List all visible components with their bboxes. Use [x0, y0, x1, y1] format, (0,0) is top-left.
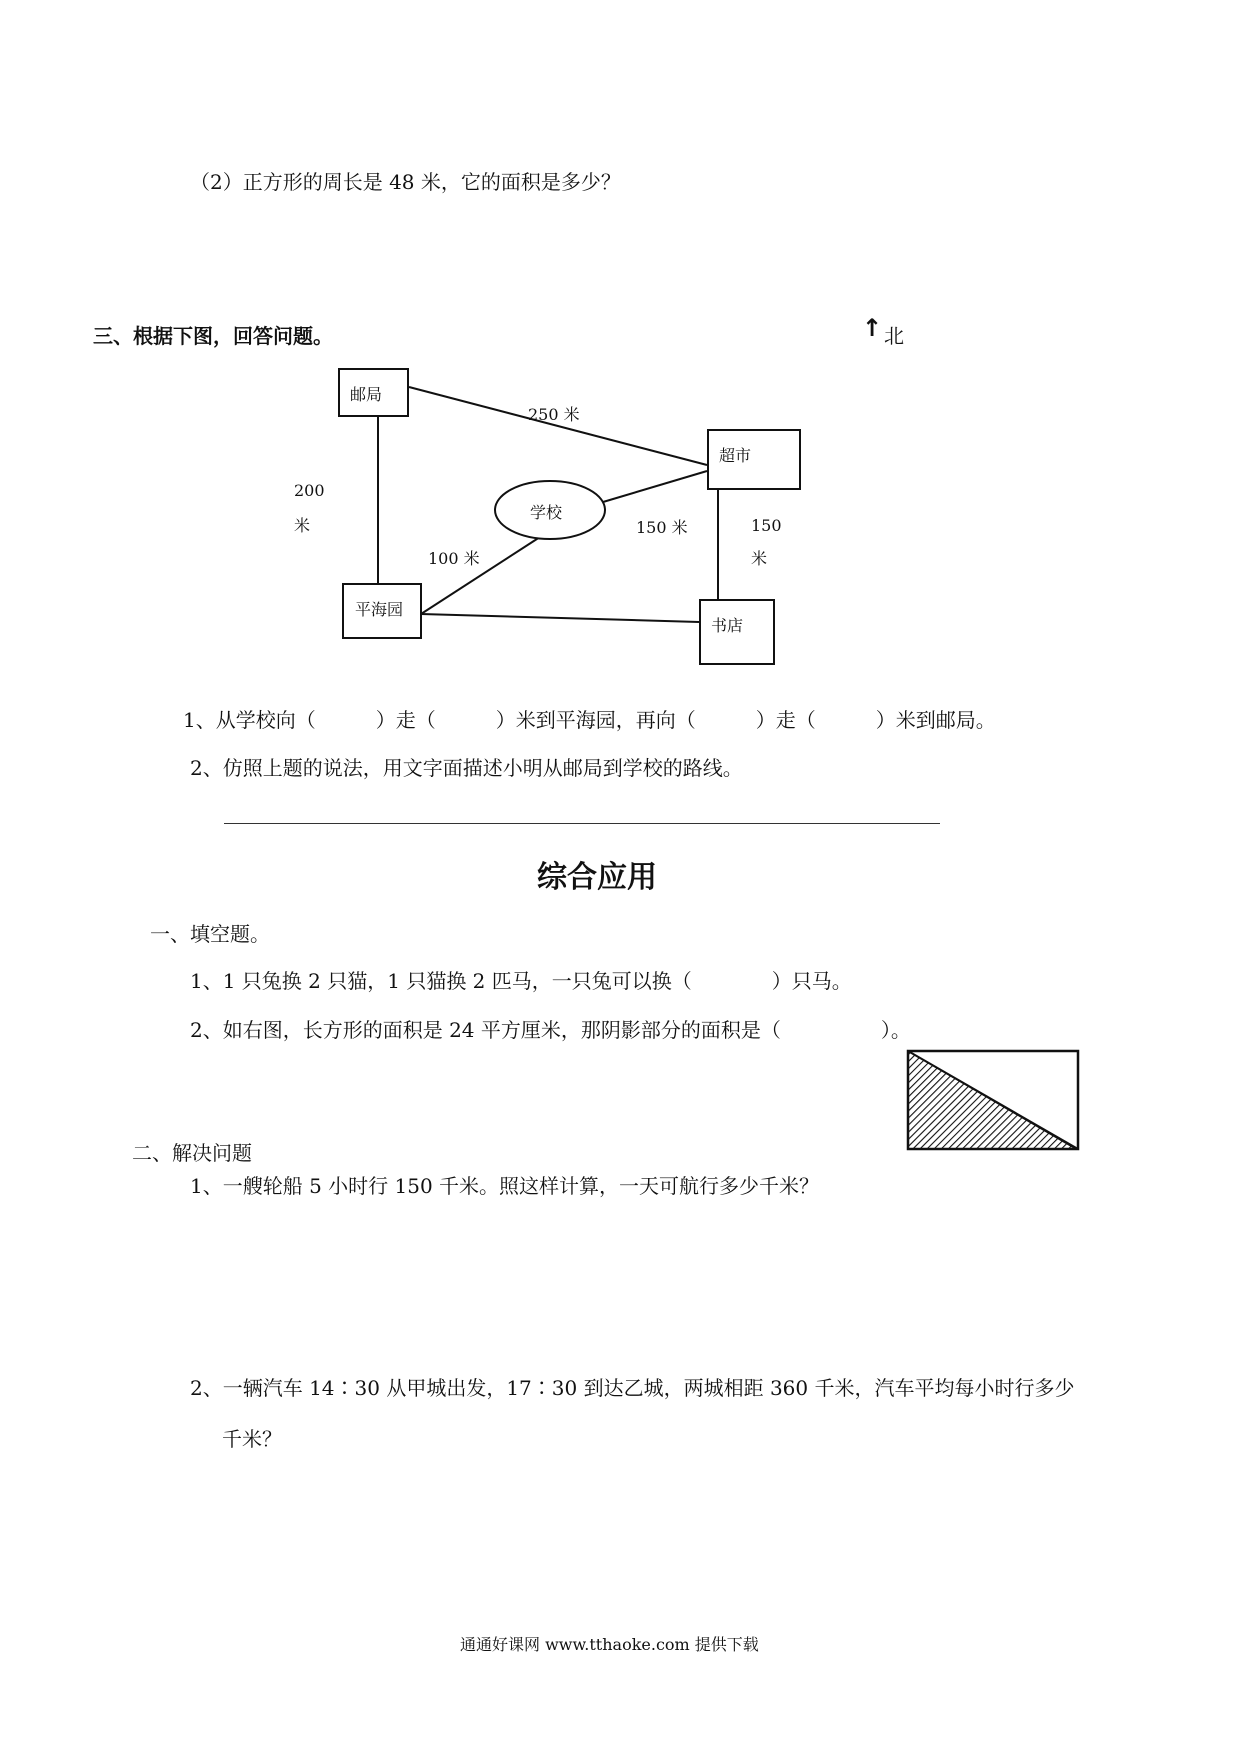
section-3-question-1: 1、从学校向（ ）走（ ）米到平海园，再向（ ）走（ ）米到邮局。 — [183, 708, 996, 732]
distance-post-pinghai-number: 200 — [294, 481, 325, 500]
section-divider — [224, 823, 940, 824]
north-arrow-icon: ↑ — [862, 314, 883, 342]
bookstore-box — [699, 599, 775, 665]
section-3-heading: 三、根据下图，回答问题。 — [93, 324, 333, 348]
footer-text: 通通好课网 www.tthaoke.com 提供下载 — [460, 1635, 759, 1654]
distance-supermarket-bookstore-unit: 米 — [751, 549, 768, 568]
part-2-question-1: 1、一艘轮船 5 小时行 150 千米。照这样计算，一天可航行多少千米？ — [190, 1174, 820, 1198]
bookstore-label: 书店 — [711, 616, 744, 635]
distance-school-pinghai: 100 米 — [428, 549, 480, 568]
distance-supermarket-bookstore-number: 150 — [751, 516, 782, 535]
distance-school-supermarket: 150 米 — [636, 518, 688, 537]
distance-post-pinghai-unit: 米 — [294, 516, 311, 535]
route-map — [0, 0, 1240, 700]
shaded-rectangle-figure — [906, 1049, 1080, 1151]
route-map-lines — [0, 0, 1240, 700]
post-office-label: 邮局 — [350, 385, 383, 404]
part-1-question-1: 1、1 只兔换 2 只猫，1 只猫换 2 匹马，一只兔可以换（ ）只马。 — [190, 969, 852, 993]
part-1-question-2: 2、如右图，长方形的面积是 24 平方厘米，那阴影部分的面积是（ ）。 — [190, 1018, 911, 1042]
line-school-supermarket — [603, 471, 707, 502]
distance-post-supermarket: 250 米 — [528, 405, 580, 424]
part-2-question-2-line-1: 2、一辆汽车 14∶30 从甲城出发，17∶30 到达乙城，两城相距 360 千米，汽车平均每小时行多少 — [190, 1376, 1075, 1400]
part-1-heading: 一、填空题。 — [150, 922, 270, 946]
school-label: 学校 — [530, 503, 563, 522]
part-2-heading: 二、解决问题 — [132, 1141, 252, 1165]
line-post-supermarket — [409, 387, 707, 465]
post-office-box — [338, 368, 409, 417]
line-pinghai-bookstore — [421, 614, 699, 622]
north-label: 北 — [884, 324, 904, 348]
pinghaiyuan-box — [342, 583, 422, 639]
section-3-question-2: 2、仿照上题的说法，用文字面描述小明从邮局到学校的路线。 — [190, 756, 743, 780]
top-question: （2）正方形的周长是 48 米，它的面积是多少？ — [190, 170, 621, 194]
supermarket-label: 超市 — [719, 446, 752, 465]
comprehensive-title: 综合应用 — [537, 860, 657, 895]
part-2-question-2-line-2: 千米？ — [222, 1427, 282, 1451]
pinghaiyuan-label: 平海园 — [355, 600, 404, 619]
supermarket-box — [707, 429, 801, 490]
